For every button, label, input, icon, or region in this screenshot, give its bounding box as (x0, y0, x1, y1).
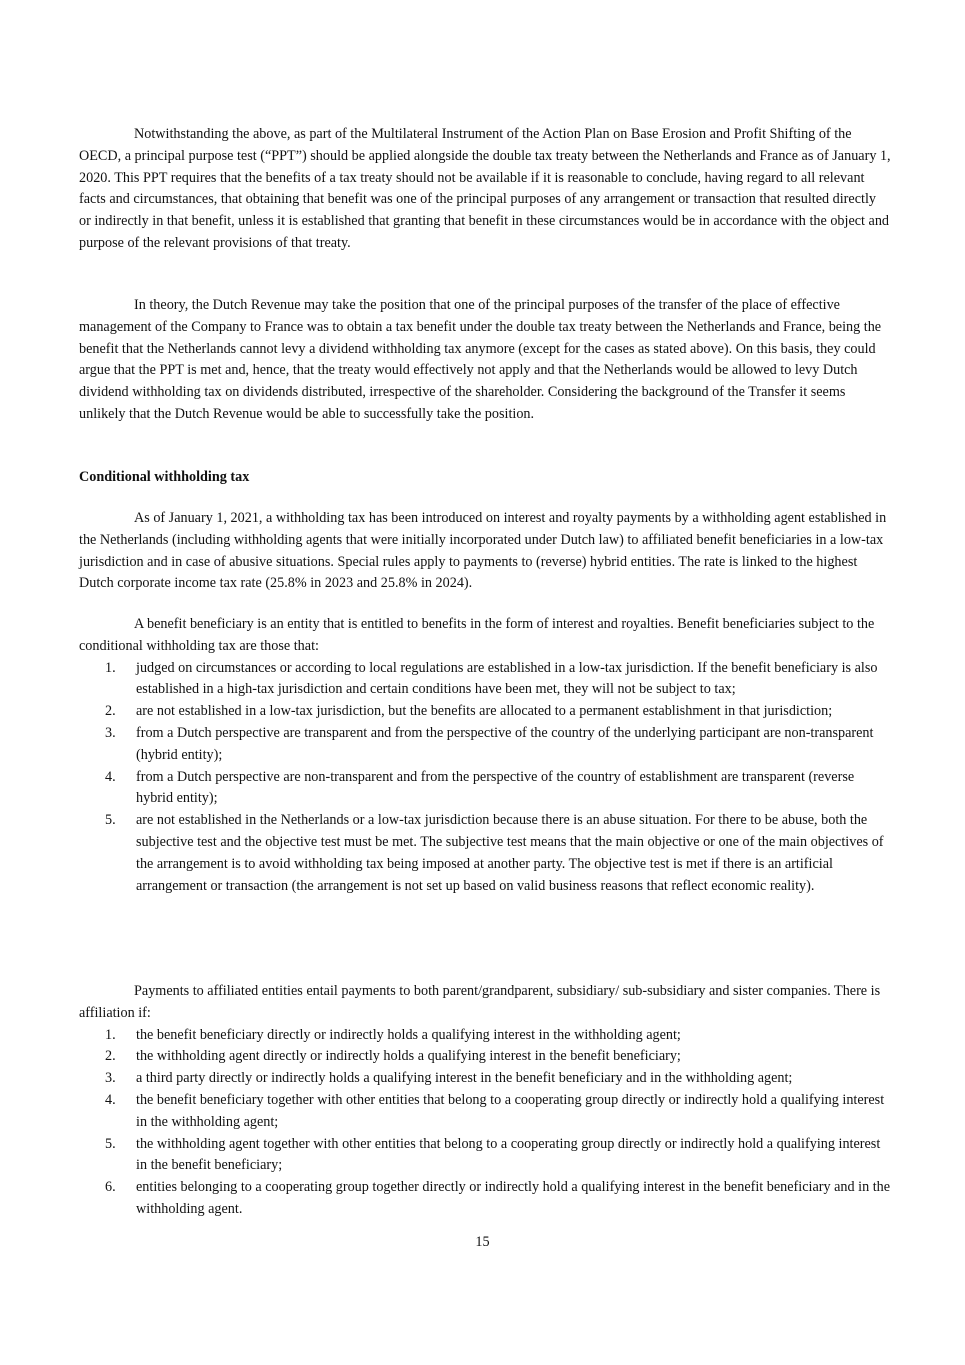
paragraph-dutch-revenue (79, 295, 891, 426)
list-item (79, 1134, 891, 1178)
list-item-text: entities belonging to a cooperating group together directly or indirectly hold a qualifying interest in the benefit beneficiary and in the withholding agent. (136, 1179, 891, 1217)
list-item-text: the withholding agent directly or indirectly holds a qualifying interest in the benefit beneficiary; (136, 1048, 681, 1065)
paragraph-text: A benefit beneficiary is an entity that is entitled to benefits in the form of interest and royalties. Benefit beneficiaries subject to the conditional withholding tax are those that: (79, 616, 875, 654)
list-item (79, 658, 891, 702)
list-item (79, 810, 891, 897)
list-item-number: 2. (105, 1048, 116, 1065)
list-item-number: 1. (105, 659, 116, 676)
beneficiary-list (79, 658, 891, 898)
list-item-text: from a Dutch perspective are transparent and from the perspective of the country of the underlying participant are non-transparent (hybrid entity); (136, 724, 874, 763)
list-item (79, 701, 891, 723)
paragraph-text: Notwithstanding the above, as part of the Multilateral Instrument of the Action Plan on Base Erosion and Profit Shifting of the OECD, a principal purpose test (“PPT”) should be applied alongside the double tax treaty between the Netherlands and France as of January 1, 2020. This PPT requires that the benefits of a tax treaty should not be available if it is reasonable to conclude, having regard to all relevant facts and circumstances, that obtaining that benefit was one of the principal purposes of any arrangement or transaction that resulted directly or indirectly in that benefit, unless it is established that granting that benefit in these circumstances would be in accordance with the object and purpose of the relevant provisions of that treaty. (79, 126, 891, 251)
list-item-text: the benefit beneficiary together with other entities that belong to a cooperating group directly or indirectly hold a qualifying interest in the withholding agent; (136, 1091, 885, 1130)
list-item-number: 3. (105, 724, 116, 741)
list-item (79, 1046, 891, 1068)
list-item-number: 2. (105, 703, 116, 720)
list-item (79, 1090, 891, 1134)
section-heading (79, 467, 891, 489)
list-item (79, 1068, 891, 1090)
page-number: 15 (475, 1234, 490, 1250)
paragraph-affiliation (79, 981, 891, 1221)
list-item-text: from a Dutch perspective are non-transparent and from the perspective of the country of establishment are transparent (reverse hybrid entity); (136, 768, 855, 807)
list-item-text: the benefit beneficiary directly or indirectly holds a qualifying interest in the withholding agent; (136, 1026, 681, 1043)
list-item-number: 1. (105, 1026, 116, 1043)
list-item-number: 5. (105, 1135, 116, 1152)
list-item (79, 723, 891, 767)
list-item-text: judged on circumstances or according to local regulations are established in a low-tax jurisdiction. If the benefit beneficiary is also established in a high-tax jurisdiction and certain conditions have been met, they will not be subject to tax; (136, 659, 878, 698)
list-item-number: 3. (105, 1070, 116, 1087)
list-item (79, 1025, 891, 1047)
list-item-text: are not established in a low-tax jurisdiction, but the benefits are allocated to a permanent establishment in that jurisdiction; (136, 703, 833, 720)
list-item-text: a third party directly or indirectly holds a qualifying interest in the benefit beneficiary and in the withholding agent; (136, 1070, 793, 1087)
list-item (79, 1177, 891, 1221)
list-item-number: 6. (105, 1179, 116, 1196)
paragraph-ppt (79, 124, 891, 255)
heading-conditional-withholding-tax: Conditional withholding tax (79, 469, 250, 485)
list-item-number: 4. (105, 768, 116, 785)
list-item-number: 5. (105, 812, 116, 829)
paragraph-benefit-beneficiary (79, 614, 891, 897)
list-item (79, 767, 891, 811)
paragraph-text: Payments to affiliated entities entail payments to both parent/grandparent, subsidiary/ sub-subsidiary and sister companies. There is affiliation if: (79, 983, 881, 1021)
list-item-text: the withholding agent together with other entities that belong to a cooperating group directly or indirectly hold a qualifying interest in the benefit beneficiary; (136, 1135, 881, 1174)
affiliation-list (79, 1025, 891, 1221)
paragraph-text: In theory, the Dutch Revenue may take the position that one of the principal purposes of the transfer of the place of effective management of the Company to France was to obtain a tax benefit under the double tax treaty between the Netherlands and France, being the benefit that the Netherlands cannot levy a dividend withholding tax anymore (except for the cases as stated above). On this basis, they could argue that the PPT is met and, hence, that the treaty would effectively not apply and that the Netherlands would be allowed to levy Dutch dividend withholding tax on dividends distributed, irrespective of the shareholder. Considering the background of the Transfer it seems unlikely that the Dutch Revenue would be able to successfully take the position. (79, 297, 882, 422)
paragraph-withholding-intro (79, 508, 891, 595)
list-item-number: 4. (105, 1091, 116, 1108)
paragraph-text: As of January 1, 2021, a withholding tax has been introduced on interest and royalty payments by a withholding agent established in the Netherlands (including withholding agents that were initially incorporated under Dutch law) to affiliated benefit beneficiaries in a low-tax jurisdiction and in case of abusive situations. Special rules apply to payments to (reverse) hybrid entities. The rate is linked to the highest Dutch corporate income tax rate (25.8% in 2023 and 25.8% in 2024). (79, 510, 887, 592)
list-item-text: are not established in the Netherlands or a low-tax jurisdiction because there is an abuse situation. For there to be abuse, both the subjective test and the objective test must be met. The subjective test means that the main objective or one of the main objectives of the arrangement is to avoid withholding tax being imposed at another party. The objective test is met if there is an artificial arrangement or transaction (the arrangement is not set up based on valid business reasons that reflect economic reality). (136, 812, 884, 894)
